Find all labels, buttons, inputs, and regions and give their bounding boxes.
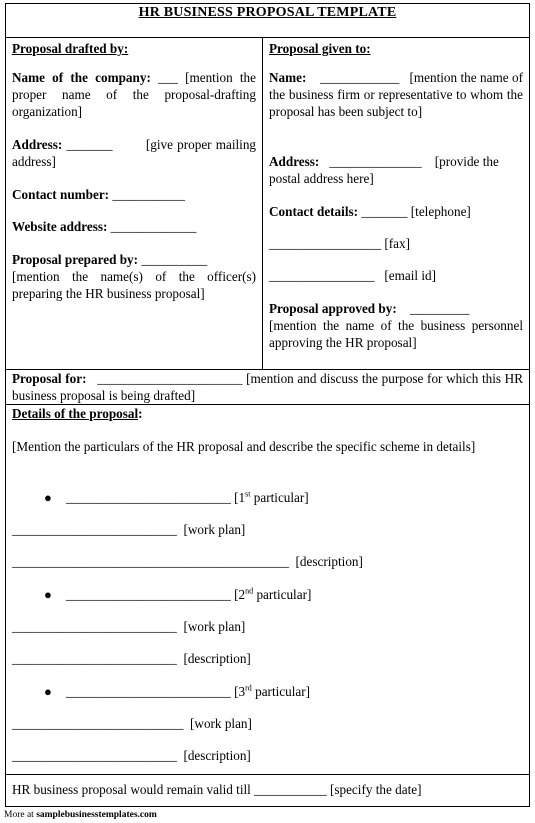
work-plan-3 (12, 715, 252, 732)
prepared-by-hint: [mention the name(s) of the officer(s) preparing the HR business proposal] (12, 269, 256, 301)
approved-by-blank[interactable]: _________ (406, 301, 470, 316)
email-blank[interactable]: ________________ (269, 268, 378, 283)
document-title: HR BUSINESS PROPOSAL TEMPLATE (138, 5, 397, 20)
recipient-name-blank[interactable]: ____________ (316, 70, 403, 85)
details-heading-line (12, 405, 143, 422)
contact-number-label: Contact number: (12, 187, 110, 202)
description-2-blank[interactable]: _________________________ (12, 651, 181, 666)
purpose-label: Proposal for: (12, 371, 87, 386)
proposal-template-sheet (5, 3, 530, 807)
telephone-blank[interactable]: _______ (358, 204, 411, 219)
work-plan-1-blank[interactable]: _________________________ (12, 522, 181, 537)
company-blank[interactable]: ___ (150, 70, 186, 85)
particular-1 (66, 489, 309, 506)
particular-3-number: [3 (234, 684, 246, 699)
description-3 (12, 747, 251, 764)
work-plan-2-label: [work plan] (183, 619, 246, 634)
description-2 (12, 650, 251, 667)
fax-field (269, 235, 523, 252)
validity-date-blank[interactable]: ___________ (254, 782, 330, 797)
work-plan-2-blank[interactable]: _________________________ (12, 619, 181, 634)
website-blank[interactable]: _____________ (107, 219, 197, 234)
recipient-name-hint: [mention the name of the business firm or representative to whom the proposal has been subject to] (269, 70, 524, 119)
work-plan-3-label: [work plan] (190, 716, 252, 731)
particular-3 (66, 683, 310, 700)
approved-by-hint: [mention the name of the business personnel approving the HR proposal] (269, 318, 523, 350)
purpose-blank[interactable]: ______________________ (93, 371, 247, 386)
approved-by-label: Proposal approved by: (269, 301, 397, 316)
prepared-by-field (12, 251, 256, 302)
validity-hint: [specify the date] (329, 782, 422, 797)
contact-details-field (269, 203, 523, 220)
particular-3-label: particular] (251, 684, 311, 699)
telephone-hint: [telephone] (410, 204, 471, 219)
particular-2-label: particular] (253, 587, 312, 602)
approved-by-field (269, 300, 523, 351)
company-label: Name of the company: (12, 70, 151, 85)
given-to-column (263, 38, 529, 370)
validity-text: HR business proposal would remain valid till (12, 782, 255, 797)
recipient-address-blank[interactable]: ______________ (325, 154, 425, 169)
fax-blank[interactable]: _________________ (269, 236, 385, 251)
footer-credit (4, 810, 157, 821)
address-label: Address: (12, 137, 63, 152)
contact-number-field (12, 186, 256, 203)
prepared-by-label: Proposal prepared by: (12, 252, 139, 267)
address-field (12, 136, 256, 170)
details-heading: Details of the proposal (12, 406, 139, 421)
description-1-blank[interactable]: __________________________________________ (12, 554, 293, 569)
email-field (269, 267, 523, 284)
footer-site-link[interactable]: samplebusinesstemplates.com (36, 810, 157, 820)
particular-1-label: particular] (250, 490, 309, 505)
purpose-hint: [mention and discuss the purpose for which this HR business proposal is being drafted] (12, 371, 523, 403)
recipient-address-field (269, 153, 523, 187)
drafted-by-column (6, 38, 263, 370)
proposal-details-section (6, 405, 529, 774)
address-blank[interactable]: _______ (62, 137, 117, 152)
description-3-label: [description] (183, 748, 251, 763)
particular-1-blank[interactable]: _________________________ (66, 490, 235, 505)
particular-2-ordinal: nd (245, 586, 254, 596)
particular-1-ordinal: st (245, 489, 251, 499)
description-2-label: [description] (183, 651, 251, 666)
description-1-label: [description] (295, 554, 363, 569)
particular-2 (66, 586, 311, 603)
recipient-name-field (269, 69, 523, 120)
proposal-purpose-row (6, 369, 529, 405)
validity-row (6, 774, 529, 807)
particular-3-blank[interactable]: _________________________ (66, 684, 235, 699)
details-intro: [Mention the particulars of the HR proposal and describe the specific scheme in details] (12, 439, 476, 454)
drafted-by-heading: Proposal drafted by: (12, 41, 129, 56)
details-heading-colon: : (138, 406, 143, 421)
description-1 (12, 553, 363, 570)
company-field (12, 69, 256, 120)
address-hint: [give proper mailing address] (12, 137, 257, 169)
description-3-blank[interactable]: _________________________ (12, 748, 181, 763)
particular-1-number: [1 (234, 490, 246, 505)
work-plan-1-label: [work plan] (183, 522, 246, 537)
fax-hint: [fax] (384, 236, 411, 251)
website-label: Website address: (12, 219, 108, 234)
recipient-address-label: Address: (269, 154, 320, 169)
email-hint: [email id] (384, 268, 437, 283)
given-to-heading: Proposal given to: (269, 41, 371, 56)
particular-2-blank[interactable]: _________________________ (66, 587, 235, 602)
particular-3-ordinal: rd (245, 683, 252, 693)
prepared-by-blank[interactable]: __________ (138, 252, 208, 267)
contact-details-label: Contact details: (269, 204, 359, 219)
work-plan-1 (12, 521, 245, 538)
bullet-icon: ● (44, 587, 52, 602)
parties-grid (6, 37, 529, 350)
recipient-address-hint: [provide the postal address here] (269, 154, 499, 186)
contact-number-blank[interactable]: ___________ (109, 187, 185, 202)
bullet-icon: ● (44, 490, 52, 505)
company-hint: [mention the proper name of the proposal-drafting organization] (12, 70, 256, 119)
work-plan-2 (12, 618, 245, 635)
work-plan-3-blank[interactable]: __________________________ (12, 716, 187, 731)
recipient-name-label: Name: (269, 70, 307, 85)
particular-2-number: [2 (234, 587, 246, 602)
website-field (12, 218, 256, 235)
footer-prefix: More at (4, 810, 37, 820)
bullet-icon: ● (44, 684, 52, 699)
